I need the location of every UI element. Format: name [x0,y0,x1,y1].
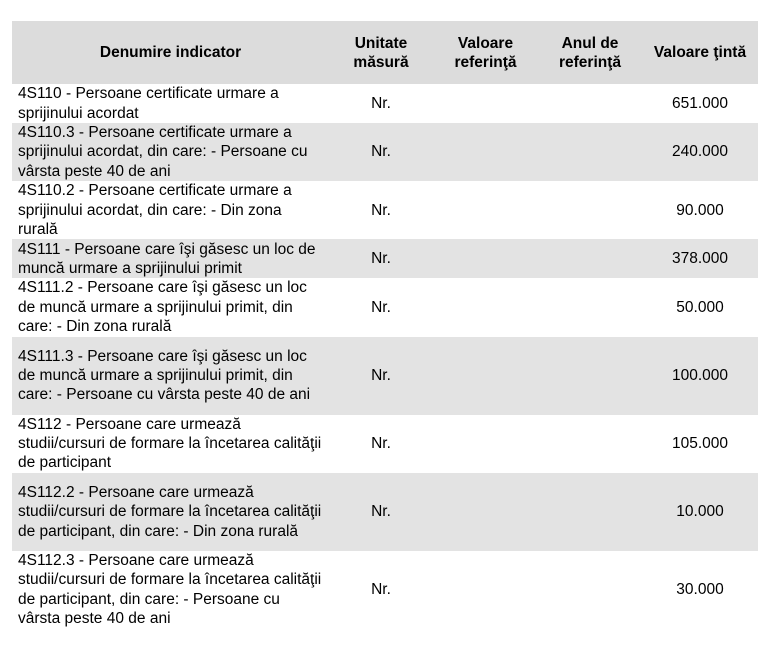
header-target-value: Valoare ţintă [653,44,747,61]
cell-target-value: 378.000 [671,250,729,268]
table-row [12,123,758,181]
cell-reference-year [538,473,642,551]
cell-target-value: 50.000 [676,298,724,316]
table-row [12,415,758,473]
cell-reference-year [538,123,642,181]
cell-target-value: 30.000 [676,581,724,599]
cell-reference-value [433,473,538,551]
table-row [12,337,758,415]
cell-indicator-name: 4S112.2 - Persoane care urmează studii/cursuri de formare la încetarea calităţii de participant, din care: - Din zona rurală [18,483,322,540]
table-body [12,84,758,629]
cell-target-value: 90.000 [676,201,724,219]
cell-unit: Nr. [371,435,391,453]
header-row [12,21,758,84]
cell-target-value: 10.000 [676,503,724,521]
cell-reference-value [433,415,538,473]
cell-indicator-name: 4S112 - Persoane care urmează studii/cursuri de formare la încetarea calităţii de participant [18,415,322,472]
table-row [12,181,758,239]
cell-unit: Nr. [371,250,391,268]
cell-unit: Nr. [371,298,391,316]
cell-reference-year [538,337,642,415]
cell-indicator-name: 4S110.2 - Persoane certificate urmare a sprijinului acordat, din care: - Din zona rurală [18,182,292,239]
cell-indicator-name: 4S110.3 - Persoane certificate urmare a sprijinului acordat, din care: - Persoane cu vârsta peste 40 de ani [18,124,308,180]
table-header [12,21,758,84]
cell-unit: Nr. [371,366,391,384]
table-row [12,84,758,123]
cell-indicator-name: 4S112.3 - Persoane care urmează studii/cursuri de formare la încetarea calităţii de participant, din care: - Persoane cu vârsta peste 40 de ani [18,552,322,628]
cell-target-value: 651.000 [671,94,729,112]
cell-reference-year [538,181,642,239]
cell-reference-year [538,551,642,629]
cell-reference-value [433,278,538,336]
cell-unit: Nr. [371,201,391,219]
cell-reference-year [538,84,642,123]
cell-target-value: 105.000 [671,435,729,453]
cell-reference-year [538,415,642,473]
cell-reference-value [433,84,538,123]
header-unit: Unitate măsură [353,34,409,71]
cell-reference-value [433,123,538,181]
cell-target-value: 240.000 [671,143,729,161]
cell-reference-year [538,278,642,336]
cell-reference-value [433,551,538,629]
cell-reference-value [433,239,538,278]
cell-reference-value [433,337,538,415]
table-row [12,551,758,629]
table-row [12,278,758,336]
header-reference-year: Anul de referinţă [558,34,622,71]
cell-reference-year [538,239,642,278]
cell-indicator-name: 4S111.3 - Persoane care îşi găsesc un loc de muncă urmare a sprijinului primit, din care: - Persoane cu vârsta peste 40 de ani [18,347,311,404]
indicator-table [12,21,758,629]
table-row [12,239,758,278]
cell-indicator-name: 4S111.2 - Persoane care îşi găsesc un loc de muncă urmare a sprijinului primit, din care: - Din zona rurală [18,279,307,336]
cell-unit: Nr. [371,503,391,521]
cell-reference-value [433,181,538,239]
table-row [12,473,758,551]
cell-unit: Nr. [371,143,391,161]
cell-unit: Nr. [371,581,391,599]
cell-target-value: 100.000 [671,366,729,384]
cell-indicator-name: 4S111 - Persoane care îşi găsesc un loc de muncă urmare a sprijinului primit [18,240,316,277]
header-reference-value: Valoare referinţă [454,34,517,71]
cell-unit: Nr. [371,94,391,112]
cell-indicator-name: 4S110 - Persoane certificate urmare a sprijinului acordat [18,85,279,122]
header-indicator-name: Denumire indicator [99,44,242,61]
